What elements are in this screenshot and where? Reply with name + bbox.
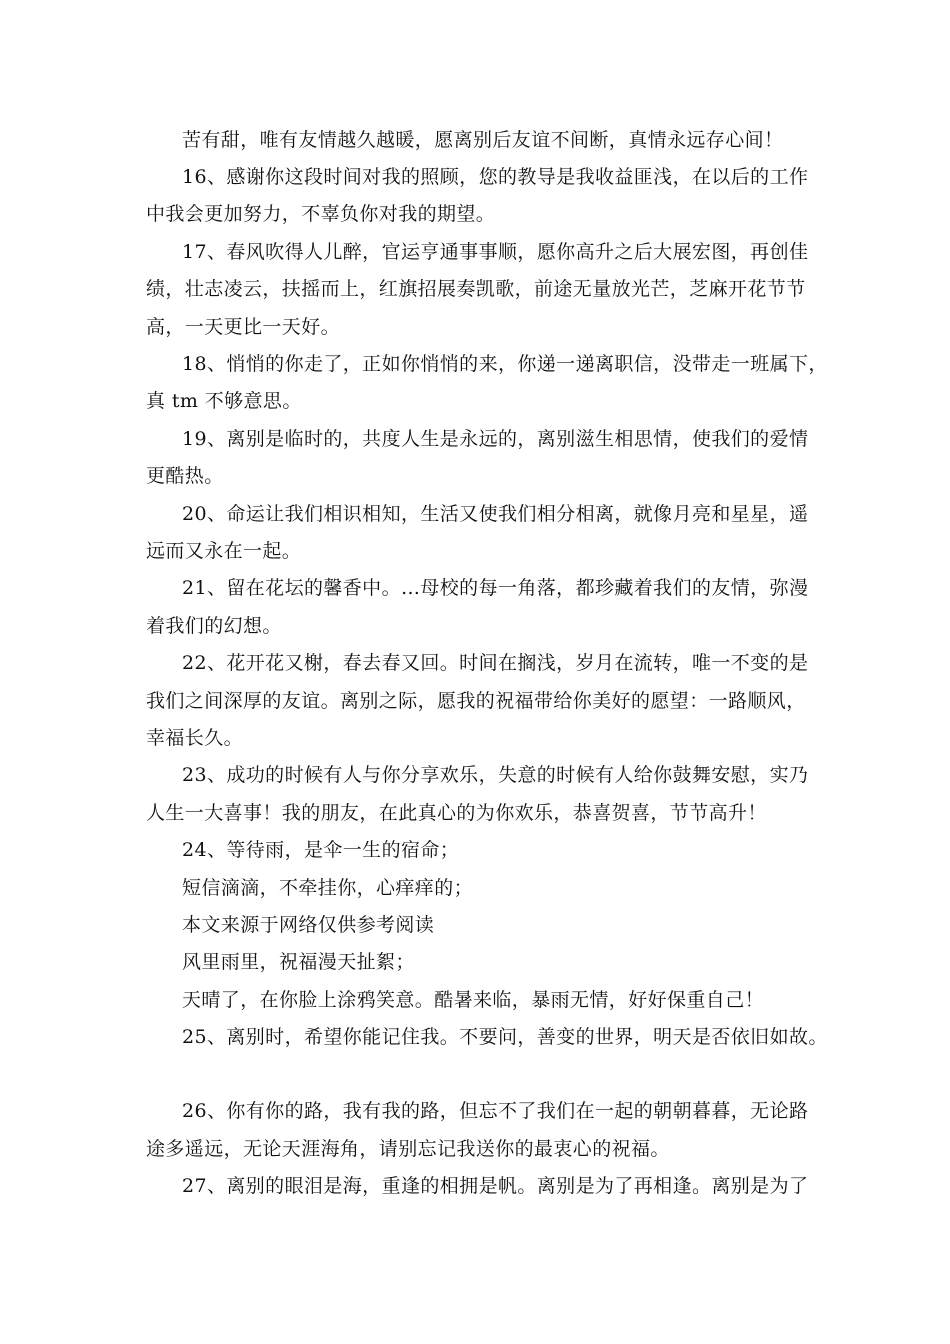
text-line: 更酷热。 [146,465,224,487]
text-line: 着我们的幻想。 [146,615,282,637]
text-line: 25、离别时，希望你能记住我。不要问，善变的世界，明天是否依旧如故。 [182,1026,828,1048]
text-line: 中我会更加努力，不辜负你对我的期望。 [146,203,496,225]
text-line: 本文来源于网络仅供参考阅读 [182,914,435,936]
text-line: 绩，壮志凌云，扶摇而上，红旗招展奏凯歌，前途无量放光芒，芝麻开花节节 [146,278,806,300]
text-line: 17、春风吹得人儿醉，官运亨通事事顺，愿你高升之后大展宏图，再创佳 [182,241,809,263]
text-line: 23、成功的时候有人与你分享欢乐，失意的时候有人给你鼓舞安慰，实乃 [182,764,809,786]
text-line: 27、离别的眼泪是海，重逢的相拥是帆。离别是为了再相逢。离别是为了 [182,1175,809,1197]
text-line: 21、留在花坛的馨香中。…母校的每一角落，都珍藏着我们的友情，弥漫 [182,577,809,599]
text-line: 24、等待雨，是伞一生的宿命； [182,839,460,861]
text-line: 短信滴滴，不牵挂你，心痒痒的； [182,877,474,899]
text-line: 风里雨里，祝福漫天扯絮； [182,951,415,973]
text-line: 22、花开花又榭，春去春又回。时间在搁浅，岁月在流转，唯一不变的是 [182,652,809,674]
text-line: 26、你有你的路，我有我的路，但忘不了我们在一起的朝朝暮暮，无论路 [182,1100,809,1122]
text-line: 我们之间深厚的友谊。离别之际，愿我的祝福带给你美好的愿望：一路顺风， [146,690,806,712]
text-line: 人生一大喜事！我的朋友，在此真心的为你欢乐，恭喜贺喜，节节高升！ [146,802,767,824]
text-line: 天晴了，在你脸上涂鸦笑意。酷暑来临，暴雨无情，好好保重自己！ [182,989,765,1011]
text-line: 远而又永在一起。 [146,540,302,562]
text-line: 幸福长久。 [146,727,244,749]
text-line: 19、离别是临时的，共度人生是永远的，离别滋生相思情，使我们的爱情 [182,428,809,450]
text-line: 真 tm 不够意思。 [146,390,302,412]
text-line: 16、感谢你这段时间对我的照顾，您的教导是我收益匪浅，在以后的工作 [182,166,809,188]
text-line: 18、悄悄的你走了，正如你悄悄的来，你递一递离职信，没带走一班属下， [182,353,828,375]
text-line: 苦有甜，唯有友情越久越暖，愿离别后友谊不间断，真情永远存心间！ [182,129,784,151]
text-line: 高，一天更比一天好。 [146,316,341,338]
text-line: 途多遥远，无论天涯海角，请别忘记我送你的最衷心的祝福。 [146,1138,670,1160]
text-line: 20、命运让我们相识相知，生活又使我们相分相离，就像月亮和星星，遥 [182,503,809,525]
